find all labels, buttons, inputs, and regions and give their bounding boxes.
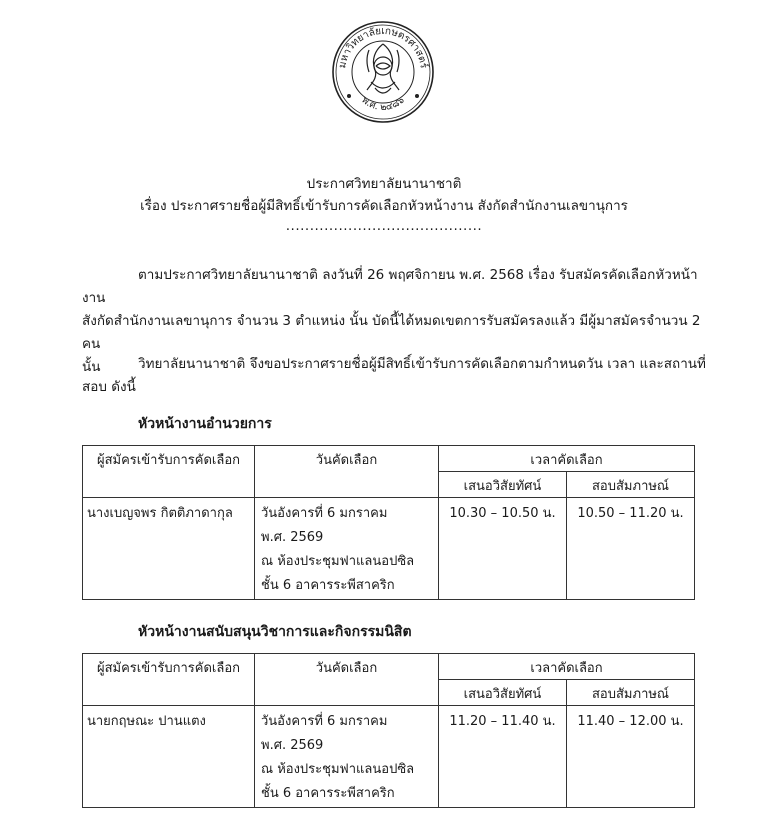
exam-date: วันอังคารที่ 6 มกราคม (261, 506, 388, 521)
header-date: วันคัดเลือก (255, 446, 439, 498)
svg-text:พ.ศ. ๒๔๘๖ (359, 95, 406, 113)
exam-year: พ.ศ. 2569 (261, 738, 324, 753)
schedule-table-academic-support (82, 653, 695, 808)
header-applicant: ผู้สมัครเข้ารับการคัดเลือก (83, 446, 255, 498)
paragraph-intro-line-3: นั้น (82, 359, 101, 375)
applicant-name: นางเบญจพร กิตติภาดากุล (83, 498, 255, 600)
header-time: เวลาคัดเลือก (439, 654, 695, 680)
announcement-subject: เรื่อง ประกาศรายชื่อผู้มีสิทธิ์เข้ารับการคัดเลือกหัวหน้างาน สังกัดสำนักงานเลขานุการ (140, 198, 628, 214)
header-divider: ......................................... (285, 218, 483, 234)
table-row (83, 706, 695, 808)
exam-year: พ.ศ. 2569 (261, 530, 324, 545)
paragraph-schedule-intro (82, 353, 712, 399)
exam-date-venue (255, 498, 439, 600)
exam-venue-floor: ชั้น 6 อาคารระพีสาคริก (261, 786, 395, 801)
university-seal-icon (331, 20, 435, 124)
header-time: เวลาคัดเลือก (439, 446, 695, 472)
header-presentation: เสนอวิสัยทัศน์ (439, 680, 567, 706)
seal-top-text: มหาวิทยาลัยเกษตรศาสตร์ (337, 25, 429, 70)
header-interview: สอบสัมภาษณ์ (567, 472, 695, 498)
paragraph-intro-line-2: สังกัดสำนักงานเลขานุการ จำนวน 3 ตำแหน่ง นั้น บัดนี้ได้หมดเขตการรับสมัครลงแล้ว มีผู้มาสมัครจำนวน 2 คน (82, 313, 701, 352)
interview-time: 10.50 – 11.20 น. (567, 498, 695, 600)
presentation-time: 11.20 – 11.40 น. (439, 706, 567, 808)
seal-bottom-text: พ.ศ. ๒๔๘๖ (359, 94, 407, 114)
header-applicant: ผู้สมัครเข้ารับการคัดเลือก (83, 654, 255, 706)
section-title-academic-support: หัวหน้างานสนับสนุนวิชาการและกิจกรรมนิสิต (138, 624, 412, 640)
header-date: วันคัดเลือก (255, 654, 439, 706)
interview-time: 11.40 – 12.00 น. (567, 706, 695, 808)
header-interview: สอบสัมภาษณ์ (567, 680, 695, 706)
header-presentation: เสนอวิสัยทัศน์ (439, 472, 567, 498)
presentation-time: 10.30 – 10.50 น. (439, 498, 567, 600)
applicant-name: นายกฤษณะ ปานแตง (83, 706, 255, 808)
exam-venue: ณ ห้องประชุมฟาแลนอปซิล (261, 554, 415, 569)
schedule-table-admin (82, 445, 695, 600)
announcement-title: ประกาศวิทยาลัยนานาชาติ (306, 176, 462, 192)
paragraph-schedule-line-1: วิทยาลัยนานาชาติ จึงขอประกาศรายชื่อผู้มีสิทธิ์เข้ารับการคัดเลือกตามกำหนดวัน เวลา และสถานที่ (138, 356, 706, 372)
section-title-admin: หัวหน้างานอำนวยการ (138, 416, 272, 432)
paragraph-schedule-line-2: สอบ ดังนี้ (82, 379, 136, 395)
exam-date-venue (255, 706, 439, 808)
table-row (83, 498, 695, 600)
exam-date: วันอังคารที่ 6 มกราคม (261, 714, 388, 729)
exam-venue-floor: ชั้น 6 อาคารระพีสาคริก (261, 578, 395, 593)
paragraph-intro-line-1: ตามประกาศวิทยาลัยนานาชาติ ลงวันที่ 26 พฤศจิกายน พ.ศ. 2568 เรื่อง รับสมัครคัดเลือกหัวหน้างาน (82, 267, 698, 306)
exam-venue: ณ ห้องประชุมฟาแลนอปซิล (261, 762, 415, 777)
